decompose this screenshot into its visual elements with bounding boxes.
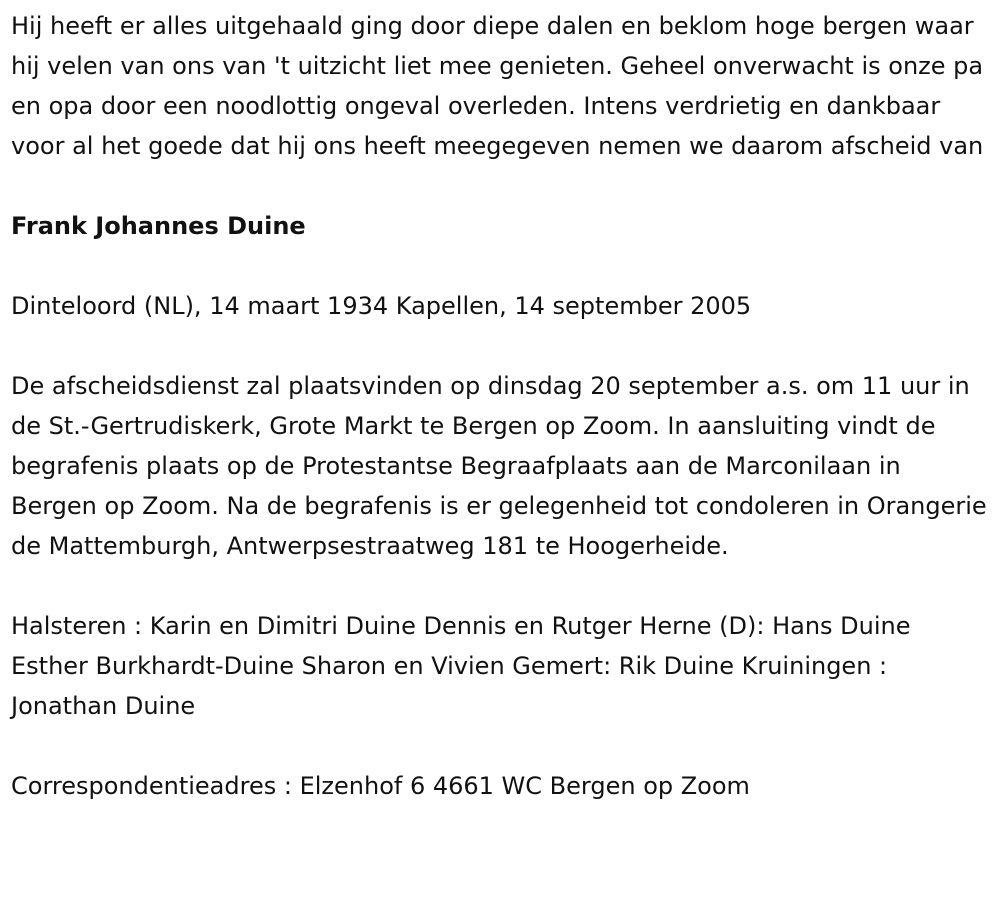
birth-death-dates: Dinteloord (NL), 14 maart 1934 Kapellen, 14 september 2005: [11, 292, 752, 320]
deceased-name: Frank Johannes Duine: [11, 212, 306, 240]
family-members-paragraph: Halsteren : Karin en Dimitri Duine Dennis en Rutger Herne (D): Hans Duine Esther Burkhardt-Duine Sharon en Vivien Gemert: Rik Duine Kruiningen : Jonathan Duine: [11, 612, 911, 720]
correspondence-address: Correspondentieadres : Elzenhof 6 4661 WC Bergen op Zoom: [11, 772, 750, 800]
intro-paragraph: Hij heeft er alles uitgehaald ging door diepe dalen en beklom hoge bergen waar hij velen van ons van 't uitzicht liet mee genieten. Geheel onverwacht is onze pa en opa door een noodlottig ongeval overleden. Intens verdrietig en dankbaar voor al het goede dat hij ons heeft meegegeven nemen we daarom afscheid van: [11, 12, 984, 160]
service-details-paragraph: De afscheidsdienst zal plaatsvinden op dinsdag 20 september a.s. om 11 uur in de St.-Gertrudiskerk, Grote Markt te Bergen op Zoom. In aansluiting vindt de begrafenis plaats op de Protestantse Begraafplaats aan de Marconilaan in Bergen op Zoom. Na de begrafenis is er gelegenheid tot condoleren in Orangerie de Mattemburgh, Antwerpsestraatweg 181 te Hoogerheide.: [11, 372, 987, 560]
